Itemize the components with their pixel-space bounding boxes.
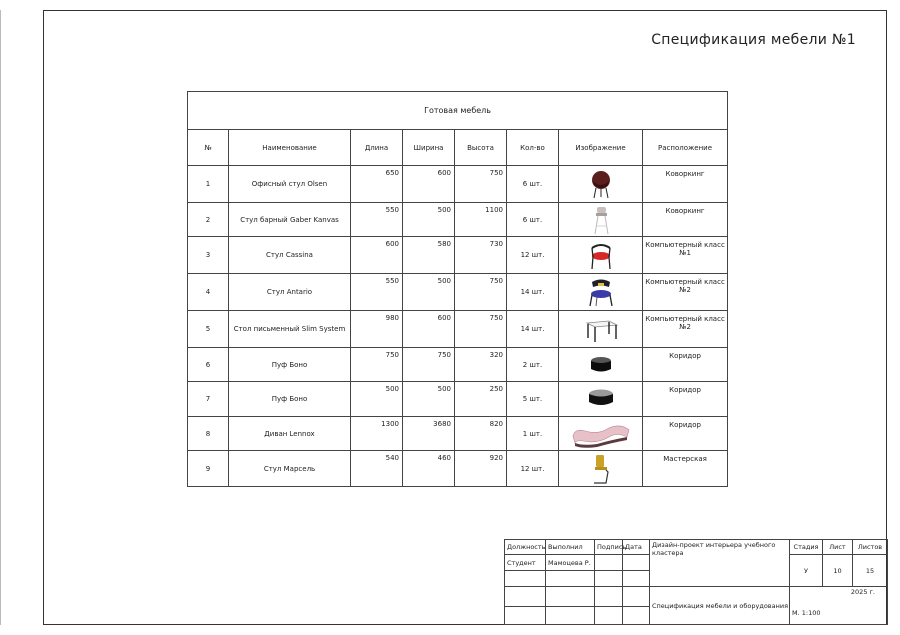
row-length: 1300 [351, 417, 403, 451]
stamp-sign-cell [595, 555, 623, 570]
armchair-dark-red-icon [559, 166, 643, 203]
row-width: 500 [403, 382, 455, 417]
row-name: Стол письменный Slim System [229, 311, 351, 348]
stamp-role: Студент [505, 555, 546, 570]
row-name: Пуф Боно [229, 348, 351, 382]
stamp-author: Мамоцева Р. [546, 555, 595, 570]
stamp-col-date: Дата [623, 540, 650, 555]
pouf-grey-icon [559, 382, 643, 417]
header-number: № [188, 130, 229, 166]
stamp-empty-cell [505, 587, 546, 606]
row-height: 750 [455, 274, 507, 311]
row-number: 4 [188, 274, 229, 311]
stamp-stage-label: Стадия [790, 540, 823, 555]
stamp-empty-cell [595, 606, 623, 624]
row-location: Коворкинг [643, 166, 728, 203]
sofa-pink-icon [559, 417, 643, 451]
row-location: Коворкинг [643, 203, 728, 237]
stamp-project: Дизайн-проект интерьера учебного кластера [650, 540, 790, 587]
row-quantity: 2 шт. [507, 348, 559, 382]
row-location: Коридор [643, 417, 728, 451]
row-length: 550 [351, 203, 403, 237]
row-height: 920 [455, 451, 507, 487]
stamp-empty-cell [595, 570, 623, 587]
row-number: 1 [188, 166, 229, 203]
table-row [188, 451, 728, 487]
furniture-spec-table [187, 91, 728, 487]
row-location: Коридор [643, 348, 728, 382]
row-name: Диван Lennox [229, 417, 351, 451]
row-length: 540 [351, 451, 403, 487]
row-height: 750 [455, 311, 507, 348]
row-height: 320 [455, 348, 507, 382]
header-name: Наименование [229, 130, 351, 166]
row-location: Компьютерный класс №2 [643, 311, 728, 348]
chair-red-seat-icon [559, 237, 643, 274]
table-row [188, 203, 728, 237]
bar-stool-icon [559, 203, 643, 237]
table-row [188, 237, 728, 274]
stamp-empty-cell [505, 606, 546, 624]
header-image: Изображение [559, 130, 643, 166]
stamp-empty-cell [623, 570, 650, 587]
row-name: Стул Марсель [229, 451, 351, 487]
row-quantity: 14 шт. [507, 274, 559, 311]
table-row [188, 274, 728, 311]
row-number: 2 [188, 203, 229, 237]
stamp-year: 2025 г. [850, 588, 875, 597]
stamp-empty-cell [623, 606, 650, 624]
row-width: 600 [403, 166, 455, 203]
stamp-stage: У [790, 555, 823, 587]
stamp-empty-cell [546, 570, 595, 587]
row-height: 1100 [455, 203, 507, 237]
row-name: Пуф Боно [229, 382, 351, 417]
row-quantity: 12 шт. [507, 451, 559, 487]
row-number: 9 [188, 451, 229, 487]
header-location: Расположение [643, 130, 728, 166]
stamp-empty-cell [595, 587, 623, 606]
row-height: 250 [455, 382, 507, 417]
stamp-sheet-label: Лист [823, 540, 853, 555]
table-header-row [188, 130, 728, 166]
title-block [504, 539, 888, 625]
row-quantity: 12 шт. [507, 237, 559, 274]
row-quantity: 5 шт. [507, 382, 559, 417]
sheet-title: Спецификация мебели №1 [651, 32, 856, 48]
row-name: Стул барный Gaber Kanvas [229, 203, 351, 237]
header-width: Ширина [403, 130, 455, 166]
chair-blue-seat-icon [559, 274, 643, 311]
header-length: Длина [351, 130, 403, 166]
cantilever-chair-icon [559, 451, 643, 487]
row-quantity: 6 шт. [507, 166, 559, 203]
stamp-sheet: 10 [823, 555, 853, 587]
stamp-empty-cell [546, 606, 595, 624]
table-row [188, 311, 728, 348]
stamp-sheets: 15 [853, 555, 888, 587]
table-row [188, 348, 728, 382]
row-length: 550 [351, 274, 403, 311]
binding-margin-line [0, 10, 1, 625]
row-location: Компьютерный класс №2 [643, 274, 728, 311]
row-length: 650 [351, 166, 403, 203]
stamp-empty-cell [546, 587, 595, 606]
stamp-col-sign: Подпись [595, 540, 623, 555]
stamp-empty-cell [505, 570, 546, 587]
row-length: 980 [351, 311, 403, 348]
row-width: 750 [403, 348, 455, 382]
row-width: 460 [403, 451, 455, 487]
row-length: 500 [351, 382, 403, 417]
stamp-scale: М. 1:100 [792, 609, 821, 618]
row-name: Офисный стул Olsen [229, 166, 351, 203]
row-width: 600 [403, 311, 455, 348]
stamp-col-position: Должность [505, 540, 546, 555]
row-width: 500 [403, 274, 455, 311]
row-number: 7 [188, 382, 229, 417]
row-number: 5 [188, 311, 229, 348]
stamp-sheets-label: Листов [853, 540, 888, 555]
stamp-date-cell [623, 555, 650, 570]
table-row [188, 382, 728, 417]
row-height: 820 [455, 417, 507, 451]
stamp-col-done: Выполнил [546, 540, 595, 555]
row-length: 600 [351, 237, 403, 274]
row-quantity: 14 шт. [507, 311, 559, 348]
table-title: Готовая мебель [188, 92, 728, 130]
header-quantity: Кол-во [507, 130, 559, 166]
table-row [188, 417, 728, 451]
row-quantity: 1 шт. [507, 417, 559, 451]
pouf-dark-icon [559, 348, 643, 382]
stamp-empty-cell [623, 587, 650, 606]
row-number: 6 [188, 348, 229, 382]
row-width: 3680 [403, 417, 455, 451]
desk-icon [559, 311, 643, 348]
row-width: 580 [403, 237, 455, 274]
row-number: 3 [188, 237, 229, 274]
row-location: Компьютерный класс №1 [643, 237, 728, 274]
row-width: 500 [403, 203, 455, 237]
row-length: 750 [351, 348, 403, 382]
stamp-year-scale [790, 587, 888, 625]
row-name: Стул Cassina [229, 237, 351, 274]
row-quantity: 6 шт. [507, 203, 559, 237]
row-height: 750 [455, 166, 507, 203]
header-height: Высота [455, 130, 507, 166]
row-location: Коридор [643, 382, 728, 417]
row-name: Стул Antario [229, 274, 351, 311]
stamp-doc-title: Спецификация мебели и оборудования [650, 587, 790, 625]
row-height: 730 [455, 237, 507, 274]
row-location: Мастерская [643, 451, 728, 487]
table-row [188, 166, 728, 203]
row-number: 8 [188, 417, 229, 451]
